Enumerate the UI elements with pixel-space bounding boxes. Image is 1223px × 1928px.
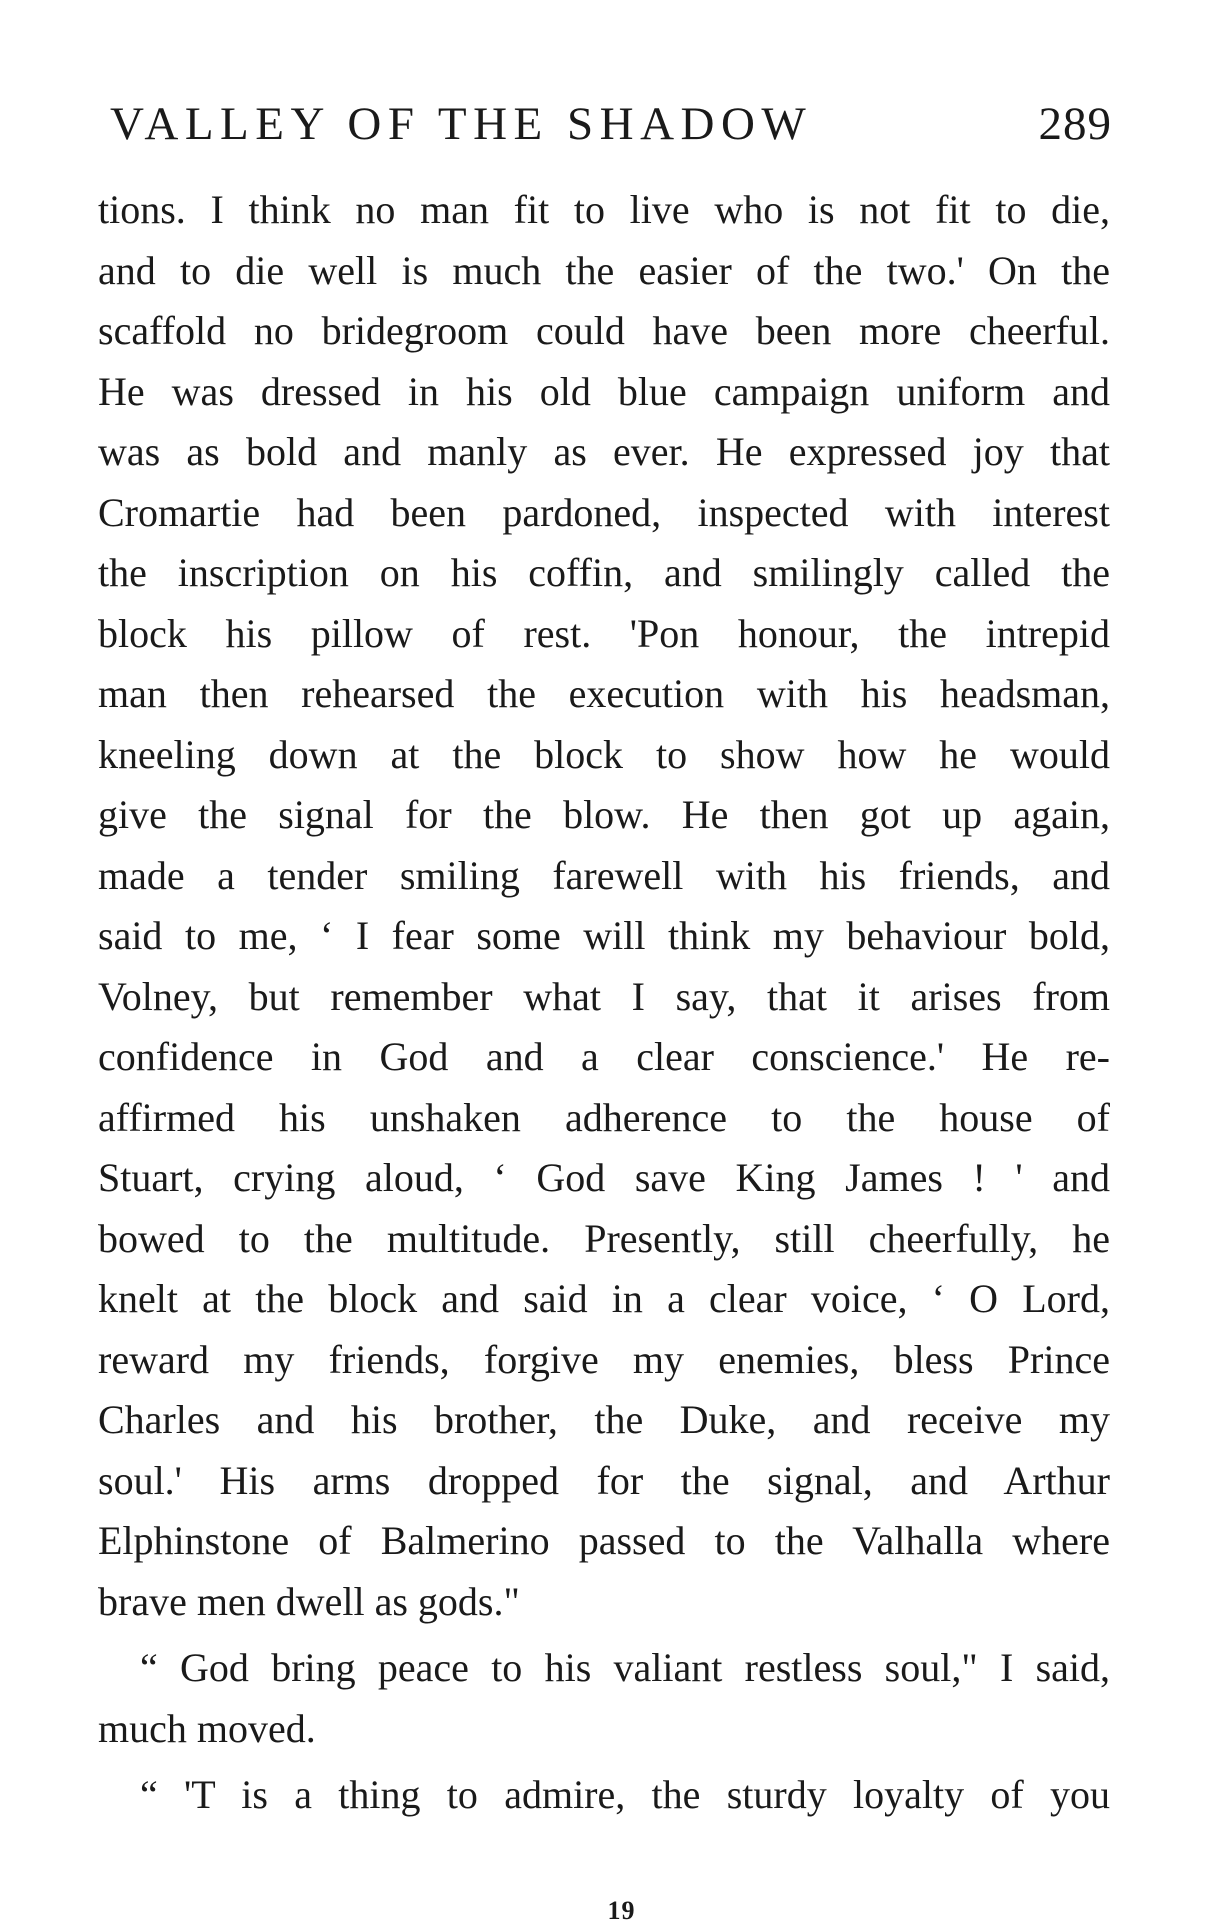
- paragraph: [98, 180, 1110, 1632]
- text-line: knelt at the block and said in a clear voice, ‘ O Lord,: [98, 1276, 1110, 1321]
- text-line: Charles and his brother, the Duke, and receive my: [98, 1397, 1110, 1442]
- text-line: much moved.: [98, 1705, 316, 1751]
- text-line: “ God bring peace to his valiant restless soul," I said,: [140, 1645, 1110, 1690]
- text-line: was as bold and manly as ever. He expressed joy that: [98, 429, 1110, 474]
- text-line: give the signal for the blow. He then got up again,: [98, 792, 1110, 837]
- text-line: the inscription on his coffin, and smilingly called the: [98, 550, 1110, 595]
- text-line: kneeling down at the block to show how he would: [98, 731, 1110, 777]
- text-line: block his pillow of rest. 'Pon honour, the intrepid: [98, 610, 1110, 656]
- paragraph: [98, 1638, 1110, 1759]
- text-line: said to me, ‘ I fear some will think my behaviour bold,: [98, 913, 1110, 958]
- text-line: and to die well is much the easier of the two.' On the: [98, 247, 1110, 293]
- text-line: bowed to the multitude. Presently, still cheerfully, he: [98, 1215, 1110, 1261]
- paragraph: [98, 1765, 1110, 1826]
- text-line: brave men dwell as gods.": [98, 1578, 520, 1624]
- text-line: soul.' His arms dropped for the signal, and Arthur: [98, 1457, 1110, 1503]
- text-line: made a tender smiling farewell with his friends, and: [98, 852, 1110, 898]
- signature-mark: 19: [607, 1896, 636, 1925]
- text-line: affirmed his unshaken adherence to the house of: [98, 1094, 1110, 1140]
- running-title: VALLEY OF THE SHADOW: [110, 98, 813, 150]
- text-line: Stuart, crying aloud, ‘ God save King James ! ' and: [98, 1155, 1110, 1200]
- text-line: Cromartie had been pardoned, inspected with interest: [98, 489, 1110, 535]
- text-line: He was dressed in his old blue campaign uniform and: [98, 368, 1110, 414]
- running-header: [110, 88, 1112, 160]
- text-line: “ 'T is a thing to admire, the sturdy loyalty of you: [140, 1772, 1110, 1817]
- text-line: scaffold no bridegroom could have been more cheerful.: [98, 308, 1110, 353]
- page-number: 289: [1038, 98, 1112, 150]
- text-line: Elphinstone of Balmerino passed to the Valhalla where: [98, 1518, 1110, 1563]
- text-line: reward my friends, forgive my enemies, bless Prince: [98, 1336, 1110, 1382]
- body-text: [98, 180, 1110, 1826]
- text-line: Volney, but remember what I say, that it arises from: [98, 973, 1110, 1019]
- text-line: man then rehearsed the execution with his headsman,: [98, 671, 1110, 716]
- text-line: confidence in God and a clear conscience.' He re-: [98, 1034, 1110, 1079]
- text-line: tions. I think no man fit to live who is not fit to die,: [98, 187, 1110, 232]
